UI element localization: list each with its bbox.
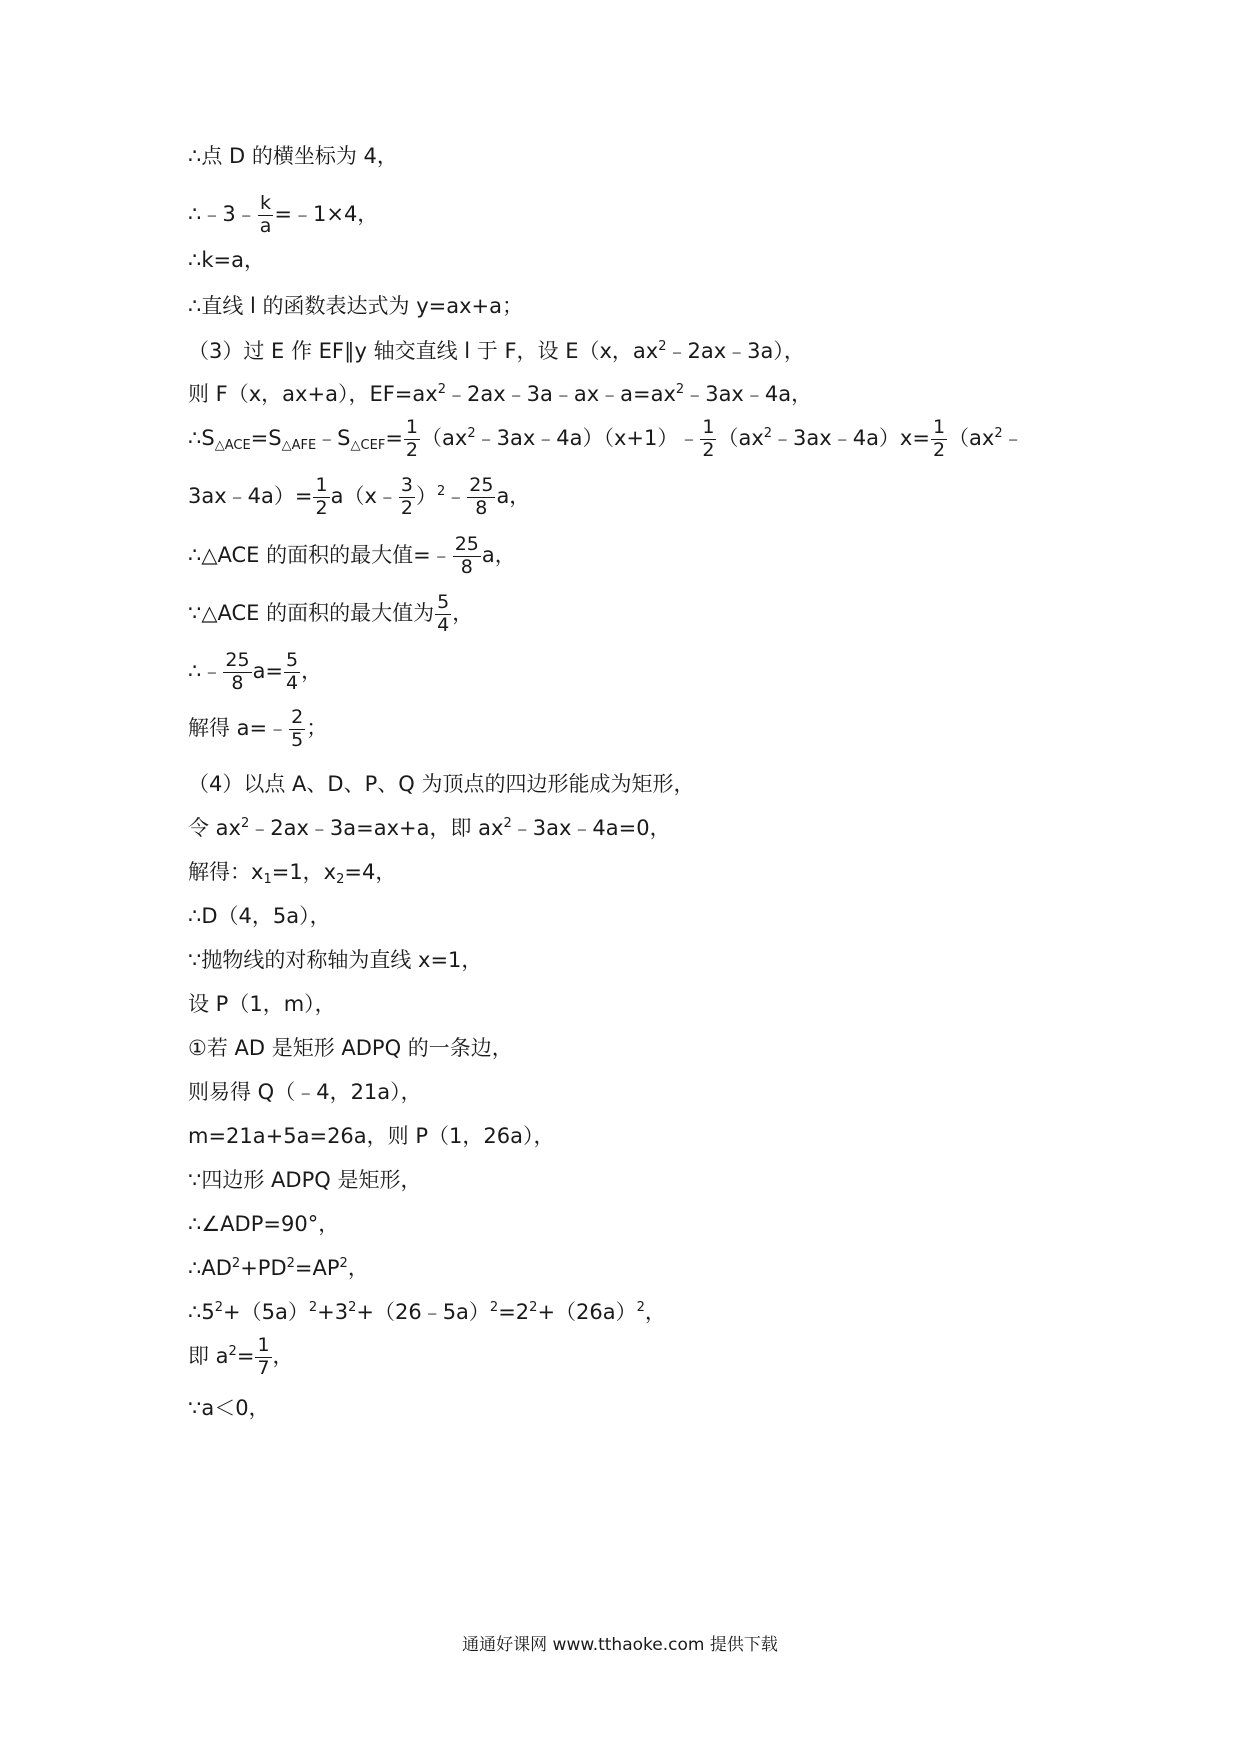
line-9: ∴△ACE 的面积的最大值=﹣ $\frac{25}{8}$ a， xyxy=(188,533,516,578)
text-line-22 xyxy=(188,1170,421,1191)
line-17: ∵抛物线的对称轴为直线 x=1， xyxy=(188,948,483,972)
text-line-3 xyxy=(188,250,265,271)
fraction: $\frac{1}{2}$ xyxy=(315,474,328,519)
text-line-17 xyxy=(188,950,482,971)
text-line-26 xyxy=(188,1336,294,1379)
fraction: $\frac{1}{2}$ xyxy=(405,416,419,461)
line-25: $\therefore 5^2+(5a)^2+3^2+(26﹣5a)^2=2^2+(26a)^2$， xyxy=(188,1300,666,1324)
text-line-18 xyxy=(188,994,336,1015)
line-22: ∵四边形 ADPQ 是矩形， xyxy=(188,1168,422,1192)
text-line-5 xyxy=(188,341,805,362)
line-6: 则 F（x，ax+a），$EF=ax^2﹣2ax﹣3a﹣ax﹣a=ax^2﹣3ax﹣4a$， xyxy=(188,382,813,406)
line-12: 解得 a=﹣ $\frac{2}{5}$ ； xyxy=(188,706,328,751)
text-line-4 xyxy=(188,296,523,317)
fraction: $\frac{k}{a}$ xyxy=(259,192,272,237)
text-line-13 xyxy=(188,774,694,795)
line-2: ∴﹣3﹣ $\frac{k}{a}$ =﹣1×4， xyxy=(188,192,379,237)
line-11: ∴﹣ $\frac{25}{8}$ a= $\frac{5}{4}$ ， xyxy=(188,649,323,694)
fraction: $\frac{1}{2}$ xyxy=(702,416,715,461)
line-15: 解得：$x_1=1$，$x_2=4$， xyxy=(188,860,397,887)
line-10: ∵△ACE 的面积的最大值为 $\frac{5}{4}$ ， xyxy=(188,591,474,636)
fraction: $\frac{5}{4}$ xyxy=(286,649,299,694)
fraction: $\frac{25}{8}$ xyxy=(454,533,479,578)
text-line-8 xyxy=(188,476,530,519)
line-21: m=21a+5a=26a，则 P（1，26a）， xyxy=(188,1124,555,1148)
line-19: ①若 AD 是矩形 ADPQ 的一条边， xyxy=(188,1036,513,1060)
line-26: 即 $a^2=$ $\frac{1}{7}$ ， xyxy=(188,1334,294,1379)
text-line-10 xyxy=(188,593,473,636)
fraction: $\frac{5}{4}$ xyxy=(437,591,450,636)
text-line-24 xyxy=(188,1258,369,1279)
text-line-11 xyxy=(188,651,322,694)
text-line-25 xyxy=(188,1302,666,1323)
page-footer xyxy=(0,1630,1240,1655)
text-line-21 xyxy=(188,1126,554,1147)
line-27: ∵a＜0， xyxy=(188,1396,270,1420)
text-line-16 xyxy=(188,906,331,927)
line-1: ∴点 D 的横坐标为 4， xyxy=(188,144,398,168)
text-line-14 xyxy=(188,818,671,839)
text-line-1 xyxy=(188,146,398,167)
text-line-20 xyxy=(188,1082,422,1103)
text-line-12 xyxy=(188,708,327,751)
line-7: $\therefore S_{\triangle ACE}=S_{\triangle AFE}﹣S_{\triangle CEF}=$ $\frac{1}{2}$ $(ax^2﹣3ax﹣4a)(x+1)﹣$ $\frac{1}{2}$ $(ax^2﹣3ax﹣4a)x=$ $\frac{1}{2}$ （$ax^2﹣$ xyxy=(188,416,1024,461)
line-13: （4）以点 A、D、P、Q 为顶点的四边形能成为矩形， xyxy=(188,772,695,796)
line-3: ∴k=a， xyxy=(188,248,265,272)
text-line-19 xyxy=(188,1038,513,1059)
fraction: $\frac{3}{2}$ xyxy=(400,474,413,519)
text-line-27 xyxy=(188,1398,270,1419)
text-line-7 xyxy=(188,418,1024,461)
text-line-15 xyxy=(188,860,397,887)
fraction: $\frac{2}{5}$ xyxy=(291,706,304,751)
fraction: $\frac{25}{8}$ xyxy=(225,649,250,694)
text-line-6 xyxy=(188,384,812,405)
line-24: $\therefore AD^2+PD^2=AP^2$， xyxy=(188,1256,369,1280)
line-4: ∴直线 l 的函数表达式为 y=ax+a； xyxy=(188,294,524,318)
line-16: ∴D（4，5a）， xyxy=(188,904,331,928)
line-18: 设 P（1，m）， xyxy=(188,992,336,1016)
line-20: 则易得 Q（﹣4，21a）， xyxy=(188,1080,422,1104)
fraction: $\frac{1}{2}$ xyxy=(932,416,946,461)
fraction: $\frac{1}{7}$ xyxy=(257,1334,270,1379)
text-line-2 xyxy=(188,194,378,237)
text-line-23 xyxy=(188,1214,339,1235)
line-23: ∴∠ADP=90°， xyxy=(188,1212,340,1236)
line-8: 3ax﹣4a）= $\frac{1}{2}$ a（x﹣ $\frac{3}{2}$ ）$^2$﹣ $\frac{25}{8}$ a， xyxy=(188,474,531,519)
line-5: （3）过 E 作 EF∥y 轴交直线 l 于 F，设 E（x，$ax^2﹣2ax﹣3a$）， xyxy=(188,339,805,363)
line-14: 令 $ax^2﹣2ax﹣3a=ax+a$，即 $ax^2﹣3ax﹣4a=0$， xyxy=(188,816,671,840)
footer-text: 通通好课网 www.tthaoke.com 提供下载 xyxy=(462,1635,778,1655)
text-line-9 xyxy=(188,535,516,578)
fraction: $\frac{25}{8}$ xyxy=(469,474,494,519)
